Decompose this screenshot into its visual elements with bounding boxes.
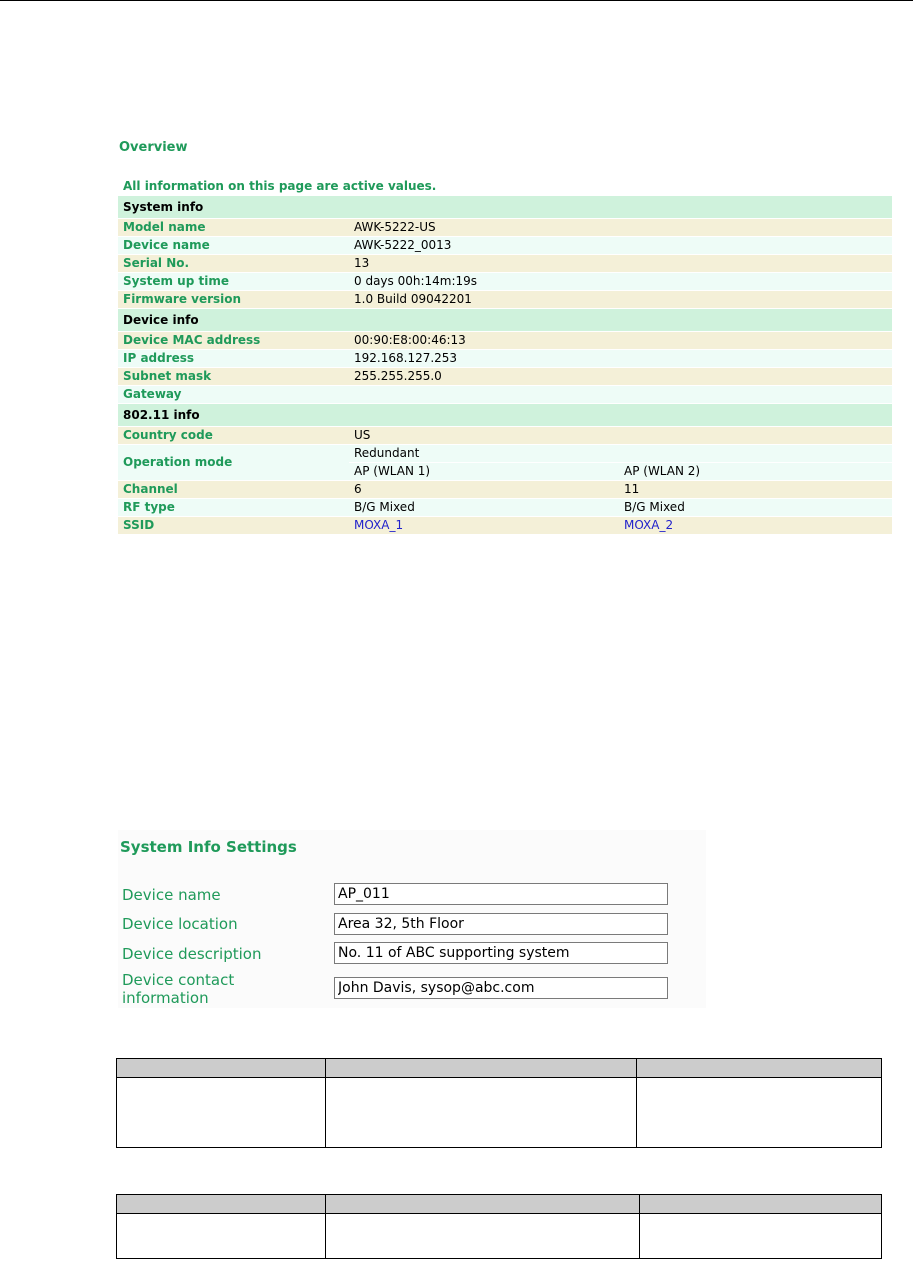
table-row [118, 368, 892, 385]
settings-title: System Info Settings [120, 838, 297, 856]
table-row [118, 255, 892, 272]
row-value: 192.168.127.253 [349, 350, 892, 367]
row-label: Device name [118, 237, 349, 254]
row-value: 0 days 00h:14m:19s [349, 273, 892, 290]
device-contact-label-line1: Device contact [122, 971, 235, 989]
table-row [118, 219, 892, 236]
row-value: 1.0 Build 09042201 [349, 291, 892, 308]
table-row [118, 445, 892, 462]
row-value [349, 386, 892, 403]
system-info-settings-panel [118, 830, 706, 1008]
table-row [118, 427, 892, 444]
overview-title: Overview [119, 140, 188, 155]
wlan2-mode: AP (WLAN 2) [619, 463, 892, 480]
table-header-row [117, 1059, 882, 1078]
doc-table-2 [116, 1194, 882, 1259]
row-label: RF type [118, 499, 349, 516]
device-name-label: Device name [122, 886, 221, 904]
row-value: AWK-5222_0013 [349, 237, 892, 254]
device-contact-label-line2: information [122, 989, 209, 1007]
section-heading: Device info [118, 309, 892, 331]
page-top-rule [0, 0, 913, 1]
table-row [118, 499, 892, 516]
row-label: Subnet mask [118, 368, 349, 385]
device-name-input[interactable] [334, 883, 668, 905]
table-header-row [117, 1195, 882, 1214]
row-value: 255.255.255.0 [349, 368, 892, 385]
operation-mode-value: Redundant [349, 445, 892, 462]
row-label: SSID [118, 517, 349, 534]
table-row [118, 481, 892, 498]
doc-table-1 [116, 1058, 882, 1148]
wlan2-rf-type: B/G Mixed [619, 499, 892, 516]
table-row [118, 273, 892, 290]
table-row [118, 291, 892, 308]
wlan1-channel: 6 [349, 481, 619, 498]
row-label: System up time [118, 273, 349, 290]
table-row [117, 1214, 882, 1259]
overview-panel [118, 138, 892, 535]
wlan1-rf-type: B/G Mixed [349, 499, 619, 516]
row-label: Serial No. [118, 255, 349, 272]
wlan2-channel: 11 [619, 481, 892, 498]
wlan1-ssid-link[interactable]: MOXA_1 [349, 517, 619, 534]
row-label: Device MAC address [118, 332, 349, 349]
section-heading: System info [118, 196, 892, 218]
row-value: 00:90:E8:00:46:13 [349, 332, 892, 349]
row-value: US [349, 427, 892, 444]
overview-table [118, 195, 892, 535]
row-label: Firmware version [118, 291, 349, 308]
section-device-info [118, 309, 892, 331]
row-value: AWK-5222-US [349, 219, 892, 236]
table-row [118, 517, 892, 534]
table-row [117, 1078, 882, 1148]
section-wifi-info [118, 404, 892, 426]
table-row [118, 332, 892, 349]
row-label: Operation mode [118, 445, 349, 480]
row-label: Model name [118, 219, 349, 236]
section-heading: 802.11 info [118, 404, 892, 426]
table-row [118, 350, 892, 367]
device-description-input[interactable] [334, 942, 668, 964]
device-location-label: Device location [122, 915, 238, 933]
table-row [118, 386, 892, 403]
device-description-label: Device description [122, 945, 262, 963]
row-value: 13 [349, 255, 892, 272]
table-row [118, 237, 892, 254]
row-label: IP address [118, 350, 349, 367]
wlan2-ssid-link[interactable]: MOXA_2 [619, 517, 892, 534]
row-label: Gateway [118, 386, 349, 403]
overview-note: All information on this page are active values. [123, 179, 437, 193]
wlan1-mode: AP (WLAN 1) [349, 463, 619, 480]
section-system-info [118, 196, 892, 218]
row-label: Channel [118, 481, 349, 498]
row-label: Country code [118, 427, 349, 444]
device-location-input[interactable] [334, 913, 668, 935]
device-contact-input[interactable] [334, 977, 668, 999]
